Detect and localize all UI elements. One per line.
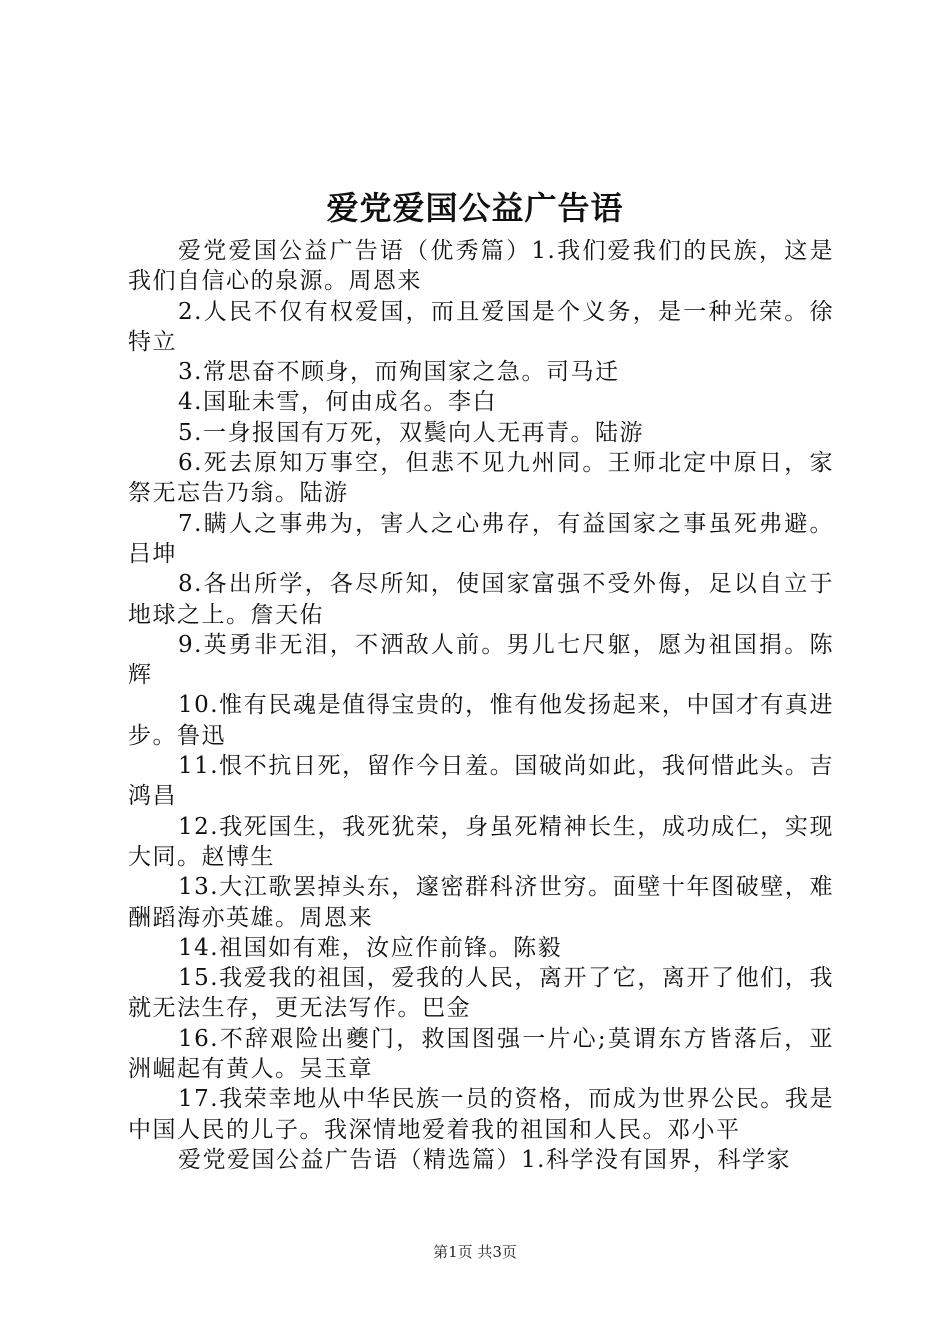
paragraph: 13.大江歌罢掉头东，邃密群科济世穷。面壁十年图破壁，难酬蹈海亦英雄。周恩来 <box>128 874 834 931</box>
document-title: 爱党爱国公益广告语 <box>326 189 624 227</box>
paragraph: 11.恨不抗日死，留作今日羞。国破尚如此，我何惜此头。吉鸿昌 <box>128 753 834 810</box>
paragraph: 17.我荣幸地从中华民族一员的资格，而成为世界公民。我是中国人民的儿子。我深情地爱着我的祖国和人民。邓小平 <box>128 1086 834 1143</box>
paragraph: 爱党爱国公益广告语（优秀篇）1.我们爱我们的民族，这是我们自信心的泉源。周恩来 <box>128 238 834 295</box>
paragraph: 8.各出所学，各尽所知，使国家富强不受外侮，足以自立于地球之上。詹天佑 <box>128 571 834 628</box>
paragraph: 15.我爱我的祖国，爱我的人民，离开了它，离开了他们，我就无法生存，更无法写作。巴金 <box>128 965 834 1022</box>
paragraph: 12.我死国生，我死犹荣，身虽死精神长生，成功成仁，实现大同。赵博生 <box>128 813 834 870</box>
paragraph: 10.惟有民魂是值得宝贵的，惟有他发扬起来，中国才有真进步。鲁迅 <box>128 692 834 749</box>
paragraph: 4.国耻未雪，何由成名。李白 <box>178 389 497 416</box>
paragraph: 2.人民不仅有权爱国，而且爱国是个义务，是一种光荣。徐特立 <box>128 298 834 355</box>
paragraph: 14.祖国如有难，汝应作前锋。陈毅 <box>178 934 563 961</box>
paragraph: 3.常思奋不顾身，而殉国家之急。司马迁 <box>178 359 620 386</box>
paragraph: 爱党爱国公益广告语（精选篇）1.科学没有国界，科学家 <box>178 1146 791 1173</box>
paragraph: 7.瞒人之事弗为，害人之心弗存，有益国家之事虽死弗避。吕坤 <box>128 510 834 567</box>
paragraph: 16.不辞艰险出夔门，救国图强一片心;莫谓东方皆落后，亚洲崛起有黄人。吴玉章 <box>128 1025 834 1083</box>
page-number-footer: 第1页 共3页 <box>433 1243 517 1261</box>
document-body <box>128 236 834 1175</box>
paragraph: 5.一身报国有万死，双鬓向人无再青。陆游 <box>178 419 644 446</box>
paragraph: 6.死去原知万事空，但悲不见九州同。王师北定中原日，家祭无忘告乃翁。陆游 <box>128 450 834 507</box>
paragraph: 9.英勇非无泪，不洒敌人前。男儿七尺躯，愿为祖国捐。陈辉 <box>128 631 834 689</box>
